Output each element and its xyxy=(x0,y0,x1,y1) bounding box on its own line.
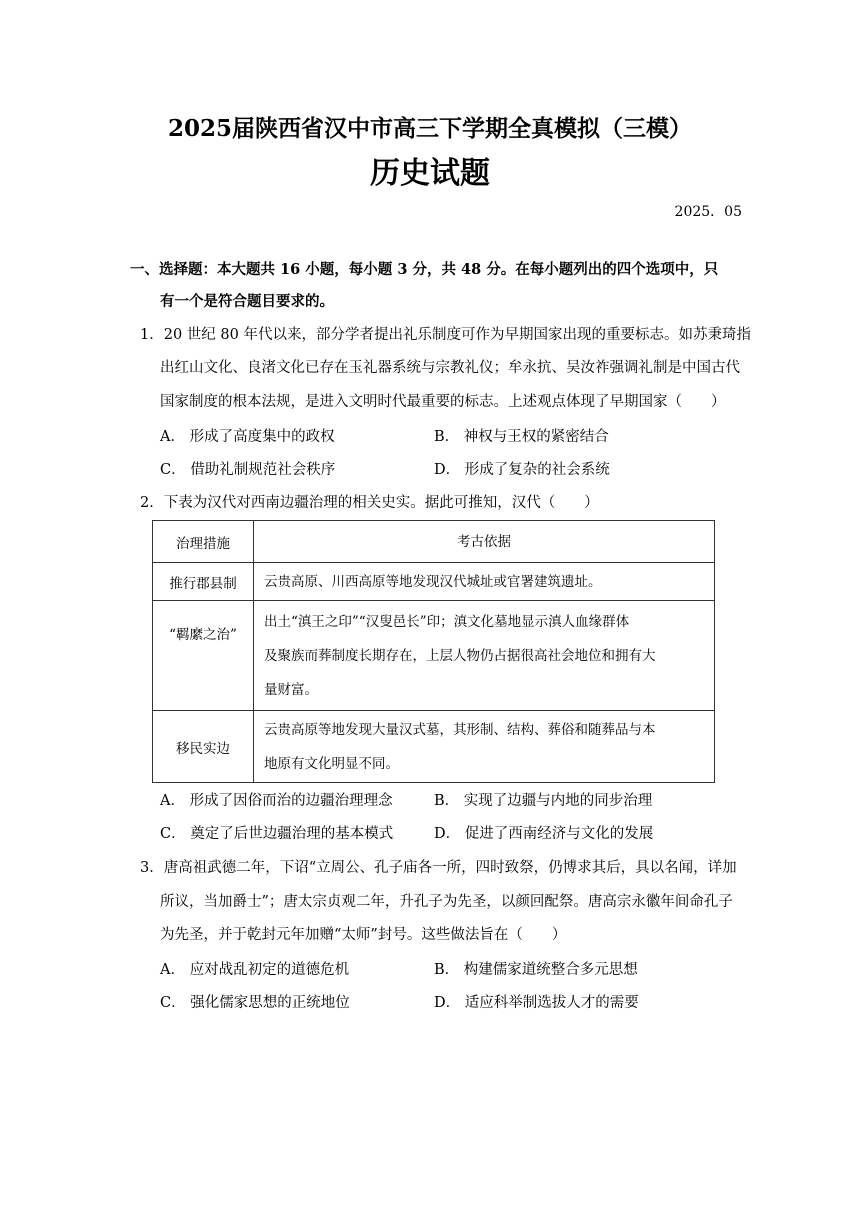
q1-option-d: D． 形成了复杂的社会系统 xyxy=(434,462,610,478)
q3-stem-line-3: 为先圣，并于乾封元年加赠“太师”封号。这些做法旨在（ ） xyxy=(160,927,567,943)
q2-option-d: D． 促进了西南经济与文化的发展 xyxy=(434,826,654,842)
table-row xyxy=(153,601,715,711)
q2-history-table xyxy=(152,520,715,783)
table-header-measure: 治理措施 xyxy=(153,521,254,563)
q2-option-b: B． 实现了边疆与内地的同步治理 xyxy=(434,793,653,809)
table-cell-measure: 移民实边 xyxy=(153,711,254,783)
q1-option-a: A． 形成了高度集中的政权 xyxy=(160,429,335,445)
exam-subject-title: 历史试题 xyxy=(370,156,490,191)
table-header-evidence: 考古依据 xyxy=(254,521,715,563)
q2-option-a: A． 形成了因俗而治的边疆治理理念 xyxy=(160,793,393,809)
evidence-line: 地原有文化明显不同。 xyxy=(264,755,399,772)
q3-option-a: A． 应对战乱初定的道德危机 xyxy=(160,962,350,978)
q1-stem-line-2: 出红山文化、良渚文化已存在玉礼器系统与宗教礼仪；牟永抗、吴汝祚强调礼制是中国古代 xyxy=(160,360,740,376)
evidence-line: 云贵高原、川西高原等地发现汉代城址或官署建筑遗址。 xyxy=(264,573,602,590)
q1-option-b: B． 神权与王权的紧密结合 xyxy=(434,429,609,445)
q2-stem: 2．下表为汉代对西南边疆治理的相关史实。据此可推知，汉代（ ） xyxy=(140,495,599,511)
q3-option-b: B． 构建儒家道统整合多元思想 xyxy=(434,962,638,978)
evidence-line: 出土“滇王之印”“汉叟邑长”印；滇文化墓地显示滇人血缘群体 xyxy=(264,613,630,630)
q2-option-c: C． 奠定了后世边疆治理的基本模式 xyxy=(160,826,394,842)
q3-option-d: D． 适应科举制选拔人才的需要 xyxy=(434,995,639,1011)
table-cell-evidence xyxy=(254,563,715,601)
evidence-line: 及聚族而葬制度长期存在，上层人物仍占据很高社会地位和拥有大 xyxy=(264,647,656,664)
table-cell-evidence xyxy=(254,601,715,711)
table-cell-measure: 推行郡县制 xyxy=(153,563,254,601)
exam-date: 2025．05 xyxy=(674,204,742,220)
q3-stem-line-2: 所议，当加爵士”；唐太宗贞观二年，升孔子为先圣，以颜回配祭。唐高宗永徽年间命孔子 xyxy=(160,894,733,910)
evidence-line: 云贵高原等地发现大量汉式墓，其形制、结构、葬俗和随葬品与本 xyxy=(264,721,656,738)
table-cell-evidence xyxy=(254,711,715,783)
table-row xyxy=(153,563,715,601)
q3-stem-line-1: 3．唐高祖武德二年，下诏“立周公、孔子庙各一所，四时致祭，仍博求其后，具以名闻，详加 xyxy=(140,860,737,876)
section-heading-line-2: 有一个是符合题目要求的。 xyxy=(160,293,334,310)
q1-stem-line-3: 国家制度的根本法规，是进入文明时代最重要的标志。上述观点体现了早期国家（ ） xyxy=(160,394,726,410)
evidence-line: 量财富。 xyxy=(264,681,318,698)
exam-title: 2025届陕西省汉中市高三下学期全真模拟（三模） xyxy=(167,115,692,142)
table-row xyxy=(153,711,715,783)
section-heading-line-1: 一、选择题：本大题共 16 小题，每小题 3 分，共 48 分。在每小题列出的四个选项中，只 xyxy=(130,261,719,278)
q3-option-c: C． 强化儒家思想的正统地位 xyxy=(160,995,350,1011)
table-header-row xyxy=(153,521,715,563)
q1-stem-line-1: 1．20 世纪 80 年代以来，部分学者提出礼乐制度可作为早期国家出现的重要标志。如苏秉琦指 xyxy=(140,327,751,343)
q1-option-c: C． 借助礼制规范社会秩序 xyxy=(160,462,336,478)
table-cell-measure: “羁縻之治” xyxy=(153,601,254,711)
